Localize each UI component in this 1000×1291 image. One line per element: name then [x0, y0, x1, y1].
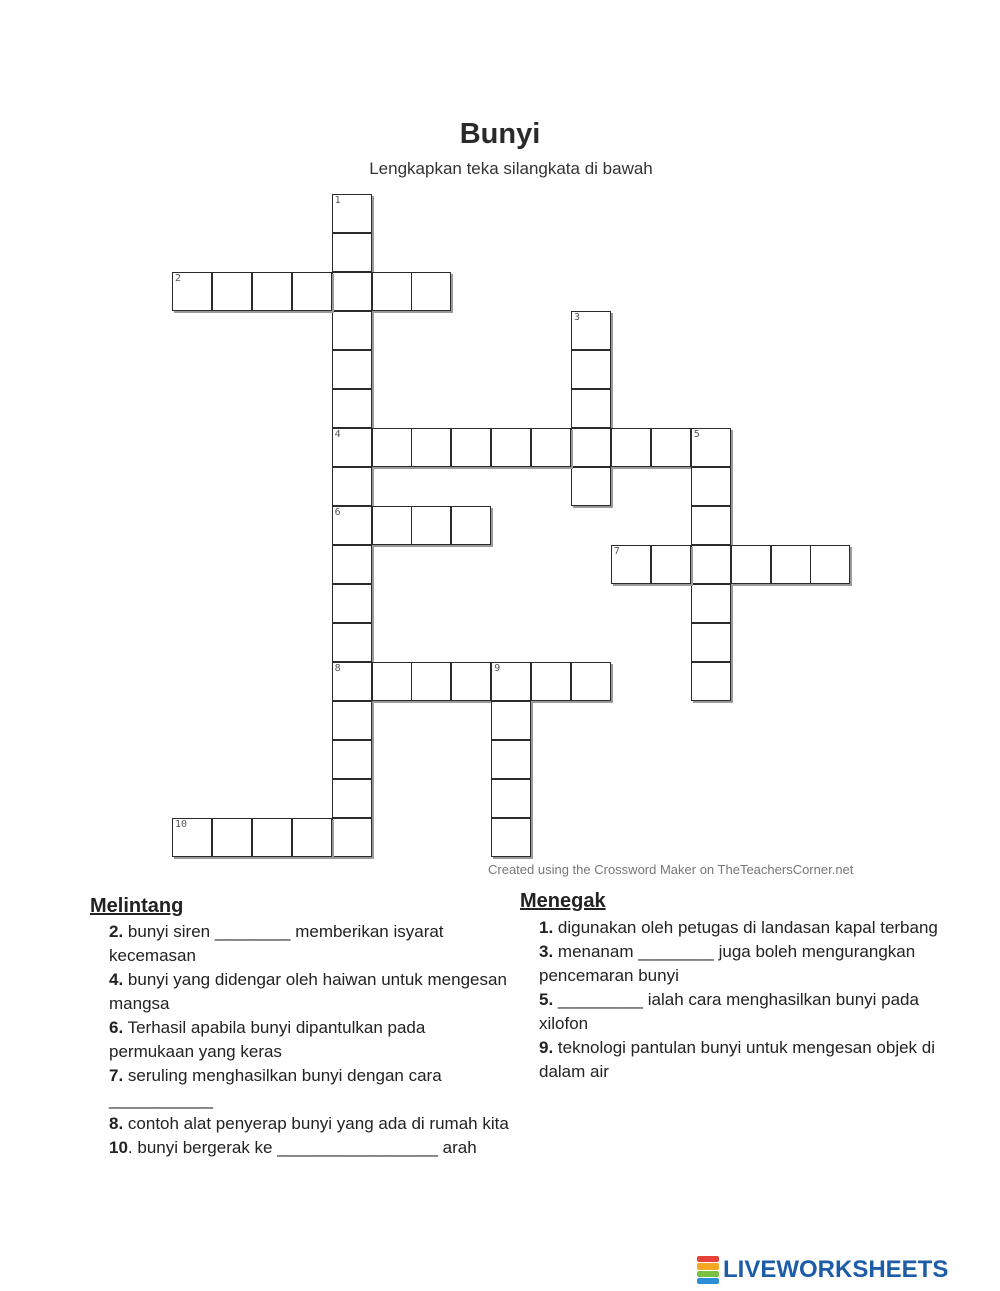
crossword-letter-input[interactable]	[412, 429, 450, 466]
crossword-cell[interactable]	[411, 428, 451, 467]
crossword-cell[interactable]	[332, 545, 372, 584]
clue-text: bunyi yang didengar oleh haiwan untuk mengesan mangsa	[109, 970, 507, 1013]
crossword-letter-input[interactable]	[572, 390, 610, 427]
crossword-cell[interactable]	[691, 623, 731, 662]
crossword-letter-input[interactable]	[333, 507, 371, 544]
crossword-letter-input[interactable]	[772, 546, 810, 583]
down-clue	[539, 916, 939, 940]
crossword-letter-input[interactable]	[692, 624, 730, 661]
crossword-cell[interactable]	[691, 662, 731, 701]
crossword-cell[interactable]	[332, 740, 372, 779]
clue-text: bunyi siren ________ memberikan isyarat kecemasan	[109, 922, 444, 965]
crossword-letter-input[interactable]	[333, 546, 371, 583]
clue-number: 4.	[109, 970, 124, 989]
crossword-letter-input[interactable]	[412, 507, 450, 544]
crossword-letter-input[interactable]	[492, 429, 530, 466]
across-clue	[109, 1016, 509, 1064]
crossword-letter-input[interactable]	[532, 663, 570, 700]
crossword-letter-input[interactable]	[412, 273, 450, 310]
across-clue	[109, 1064, 509, 1112]
crossword-letter-input[interactable]	[373, 273, 411, 310]
clue-number: 2.	[109, 922, 124, 941]
clue-text: digunakan oleh petugas di landasan kapal terbang	[553, 918, 938, 937]
clue-number-label: 9	[494, 663, 501, 674]
crossword-cell[interactable]	[332, 233, 372, 272]
crossword-letter-input[interactable]	[333, 234, 371, 271]
crossword-letter-input[interactable]	[492, 780, 530, 817]
crossword-cell[interactable]	[651, 545, 691, 584]
crossword-cell[interactable]	[651, 428, 691, 467]
crossword-letter-input[interactable]	[572, 663, 610, 700]
crossword-cell[interactable]	[212, 272, 252, 311]
crossword-letter-input[interactable]	[333, 741, 371, 778]
crossword-cell[interactable]	[491, 740, 531, 779]
crossword-cell[interactable]	[571, 428, 611, 467]
crossword-cell[interactable]	[810, 545, 850, 584]
clue-text: seruling menghasilkan bunyi dengan cara ___________	[109, 1066, 442, 1109]
liveworksheets-logo	[697, 1250, 948, 1290]
crossword-letter-input[interactable]	[492, 702, 530, 739]
crossword-cell[interactable]	[332, 194, 372, 233]
crossword-cell[interactable]	[332, 701, 372, 740]
crossword-cell[interactable]	[332, 584, 372, 623]
down-clue	[539, 1036, 939, 1084]
crossword-cell[interactable]	[292, 818, 332, 857]
clue-number: 6.	[109, 1018, 124, 1037]
crossword-cell[interactable]	[332, 350, 372, 389]
worksheet-subtitle: Lengkapkan teka silangkata di bawah	[369, 159, 653, 178]
crossword-letter-input[interactable]	[333, 312, 371, 349]
crossword-letter-input[interactable]	[692, 546, 730, 583]
crossword-cell[interactable]	[691, 467, 731, 506]
crossword-cell[interactable]	[411, 662, 451, 701]
crossword-letter-input[interactable]	[492, 663, 530, 700]
crossword-cell[interactable]	[531, 662, 571, 701]
crossword-letter-input[interactable]	[452, 663, 490, 700]
crossword-letter-input[interactable]	[612, 429, 650, 466]
logo-text: LIVEWORKSHEETS	[723, 1256, 949, 1283]
crossword-cell[interactable]	[691, 545, 731, 584]
crossword-letter-input[interactable]	[412, 663, 450, 700]
clue-number-label: 2	[175, 273, 182, 284]
crossword-letter-input[interactable]	[333, 702, 371, 739]
crossword-cell[interactable]	[491, 779, 531, 818]
crossword-cell[interactable]	[372, 272, 412, 311]
down-heading: Menegak	[520, 890, 606, 912]
crossword-letter-input[interactable]	[652, 429, 690, 466]
worksheet-title: Bunyi	[459, 118, 541, 150]
clue-number-label: 10	[175, 819, 188, 830]
crossword-cell[interactable]	[491, 701, 531, 740]
down-clue	[539, 940, 939, 988]
crossword-letter-input[interactable]	[333, 429, 371, 466]
crossword-letter-input[interactable]	[173, 273, 211, 310]
crossword-cell[interactable]	[411, 272, 451, 311]
clue-number: 8.	[109, 1114, 124, 1133]
crossword-cell[interactable]	[332, 389, 372, 428]
crossword-letter-input[interactable]	[333, 390, 371, 427]
clue-number-label: 1	[334, 195, 341, 206]
crossword-letter-input[interactable]	[253, 819, 291, 856]
crossword-letter-input[interactable]	[732, 546, 770, 583]
down-clue-list	[539, 916, 939, 1084]
crossword-cell[interactable]	[332, 428, 372, 467]
clue-number: 7.	[109, 1066, 124, 1085]
clue-number-label: 8	[334, 663, 341, 674]
crossword-letter-input[interactable]	[452, 429, 490, 466]
across-clue	[109, 1136, 509, 1160]
crossword-letter-input[interactable]	[333, 351, 371, 388]
crossword-letter-input[interactable]	[373, 429, 411, 466]
crossword-letter-input[interactable]	[572, 468, 610, 505]
clue-number: 9.	[539, 1038, 554, 1057]
clue-number-label: 3	[574, 312, 581, 323]
crossword-letter-input[interactable]	[692, 507, 730, 544]
crossword-letter-input[interactable]	[333, 468, 371, 505]
crossword-letter-input[interactable]	[333, 273, 371, 310]
crossword-cell[interactable]	[372, 428, 412, 467]
crossword-letter-input[interactable]	[692, 663, 730, 700]
crossword-letter-input[interactable]	[692, 429, 730, 466]
crossword-letter-input[interactable]	[492, 819, 530, 856]
crossword-letter-input[interactable]	[293, 819, 331, 856]
crossword-cell[interactable]	[411, 506, 451, 545]
crossword-letter-input[interactable]	[173, 819, 211, 856]
crossword-cell[interactable]	[491, 428, 531, 467]
crossword-letter-input[interactable]	[572, 429, 610, 466]
crossword-cell[interactable]	[571, 311, 611, 350]
crossword-cell[interactable]	[451, 662, 491, 701]
crossword-letter-input[interactable]	[692, 468, 730, 505]
crossword-cell[interactable]	[252, 818, 292, 857]
crossword-cell[interactable]	[771, 545, 811, 584]
crossword-letter-input[interactable]	[652, 546, 690, 583]
crossword-letter-input[interactable]	[213, 273, 251, 310]
crossword-letter-input[interactable]	[373, 507, 411, 544]
crossword-cell[interactable]	[531, 428, 571, 467]
crossword-cell[interactable]	[491, 818, 531, 857]
crossword-cell[interactable]	[332, 779, 372, 818]
crossword-letter-input[interactable]	[492, 741, 530, 778]
crossword-cell[interactable]	[691, 428, 731, 467]
crossword-letter-input[interactable]	[452, 507, 490, 544]
clue-number: 5.	[539, 990, 554, 1009]
crossword-letter-input[interactable]	[572, 312, 610, 349]
crossword-cell[interactable]	[611, 428, 651, 467]
clue-number: 3.	[539, 942, 554, 961]
clue-number-label: 6	[334, 507, 341, 518]
crossword-letter-input[interactable]	[612, 546, 650, 583]
crossword-cell[interactable]	[372, 506, 412, 545]
crossword-cell[interactable]	[571, 467, 611, 506]
across-clue	[109, 920, 509, 968]
crossword-letter-input[interactable]	[333, 819, 371, 856]
crossword-letter-input[interactable]	[373, 663, 411, 700]
crossword-cell[interactable]	[332, 311, 372, 350]
crossword-cell[interactable]	[691, 506, 731, 545]
crossword-letter-input[interactable]	[333, 195, 371, 232]
crossword-cell[interactable]	[731, 545, 771, 584]
crossword-cell[interactable]	[332, 272, 372, 311]
clue-text: teknologi pantulan bunyi untuk mengesan objek di dalam air	[539, 1038, 936, 1081]
crossword-cell[interactable]	[491, 662, 531, 701]
crossword-cell[interactable]	[571, 389, 611, 428]
clue-number-label: 4	[334, 429, 341, 440]
crossword-cell[interactable]	[172, 272, 212, 311]
crossword-cell[interactable]	[332, 467, 372, 506]
crossword-cell[interactable]	[571, 350, 611, 389]
crossword-cell[interactable]	[252, 272, 292, 311]
crossword-letter-input[interactable]	[293, 273, 331, 310]
clue-text: _________ ialah cara menghasilkan bunyi pada xilofon	[539, 990, 919, 1033]
crossword-letter-input[interactable]	[333, 780, 371, 817]
crossword-letter-input[interactable]	[333, 663, 371, 700]
crossword-cell[interactable]	[451, 506, 491, 545]
clue-text: . bunyi bergerak ke _________________ arah	[127, 1138, 477, 1157]
crossword-letter-input[interactable]	[532, 429, 570, 466]
clue-text: menanam ________ juga boleh mengurangkan pencemaran bunyi	[539, 942, 916, 985]
across-clue-list	[109, 920, 509, 1160]
crossword-cell[interactable]	[212, 818, 252, 857]
clue-text: Terhasil apabila bunyi dipantulkan pada permukaan yang keras	[109, 1018, 426, 1061]
crossword-cell[interactable]	[332, 623, 372, 662]
crossword-letter-input[interactable]	[333, 624, 371, 661]
clue-number: 1.	[539, 918, 554, 937]
crossword-letter-input[interactable]	[572, 351, 610, 388]
crossword-letter-input[interactable]	[253, 273, 291, 310]
crossword-cell[interactable]	[332, 662, 372, 701]
crossword-cell[interactable]	[172, 818, 212, 857]
across-heading: Melintang	[90, 895, 184, 917]
clue-number-label: 7	[613, 546, 620, 557]
crossword-cell[interactable]	[332, 506, 372, 545]
liveworksheets-icon	[697, 1256, 719, 1284]
crossword-cell[interactable]	[691, 584, 731, 623]
across-clue	[109, 1112, 509, 1136]
clue-number: 10	[109, 1138, 128, 1157]
crossword-letter-input[interactable]	[213, 819, 251, 856]
crossword-cell[interactable]	[451, 428, 491, 467]
down-clue	[539, 988, 939, 1036]
crossword-cell[interactable]	[292, 272, 332, 311]
credit-line: Created using the Crossword Maker on TheTeachersCorner.net	[488, 862, 854, 877]
across-clue	[109, 968, 509, 1016]
crossword-cell[interactable]	[332, 818, 372, 857]
crossword-cell[interactable]	[571, 662, 611, 701]
crossword-cell[interactable]	[611, 545, 651, 584]
clue-text: contoh alat penyerap bunyi yang ada di rumah kita	[123, 1114, 509, 1133]
crossword-letter-input[interactable]	[811, 546, 849, 583]
crossword-letter-input[interactable]	[333, 585, 371, 622]
clue-number-label: 5	[693, 429, 700, 440]
crossword-cell[interactable]	[372, 662, 412, 701]
crossword-letter-input[interactable]	[692, 585, 730, 622]
